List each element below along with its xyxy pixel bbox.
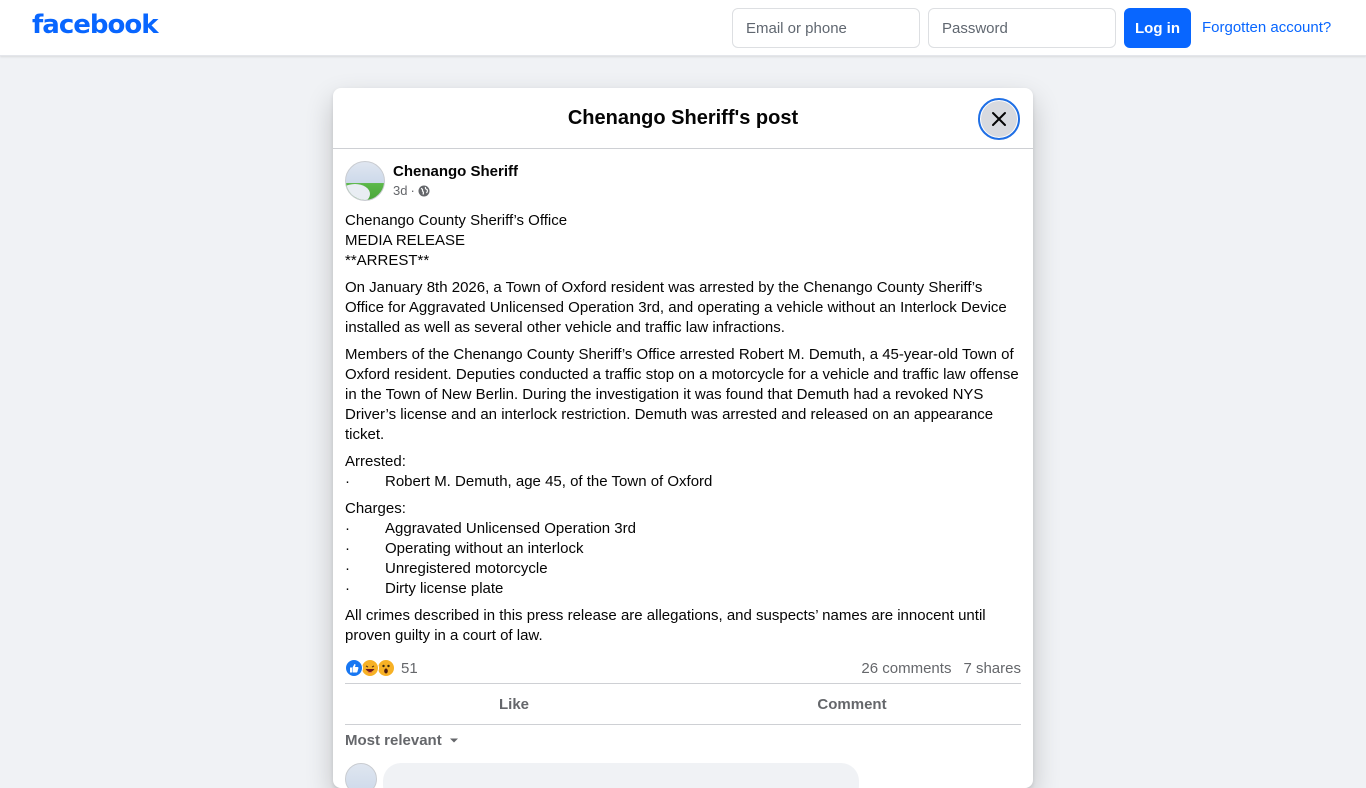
charge-item: · Operating without an interlock <box>345 540 584 557</box>
header-line: MEDIA RELEASE <box>345 232 466 249</box>
haha-reaction-icon <box>361 659 379 677</box>
header-line: **ARREST** <box>345 252 430 269</box>
author-avatar[interactable] <box>345 161 385 201</box>
top-navigation-bar <box>0 0 1366 56</box>
close-icon <box>991 111 1007 127</box>
meta-separator: · <box>410 183 415 198</box>
caret-down-icon <box>448 734 460 746</box>
post-body <box>345 211 1021 646</box>
post-meta <box>393 183 518 199</box>
like-button[interactable]: Like <box>498 695 529 713</box>
arrested-item: · Robert M. Demuth, age 45, of the Town of Oxford <box>345 473 713 490</box>
paragraph-details: Members of the Chenango County Sheriff’s Office arrested Robert M. Demuth, a 45-year-old Town of Oxford resident. Deputies conducted a traffic stop on a motorcycle for a vehicle and traffic law offense in the Town of New Berlin. During the investigation it was found that Demuth had a revoked NYS Driver’s license and an interlock restriction. Demuth was arrested and released on an appearance ticket. <box>345 346 1019 443</box>
reactions-summary[interactable] <box>345 659 418 677</box>
post-stats <box>345 653 1021 683</box>
reaction-count: 51 <box>401 659 418 677</box>
charge-item: · Dirty license plate <box>345 580 504 597</box>
header-line: Chenango County Sheriff’s Office <box>345 212 568 229</box>
dialog-header <box>333 88 1033 149</box>
comment <box>345 763 1021 788</box>
comments-count[interactable]: 26 comments <box>861 659 952 677</box>
charge-item: · Unregistered motorcycle <box>345 560 548 577</box>
login-button[interactable]: Log in <box>1124 8 1191 48</box>
disclaimer: All crimes described in this press release are allegations, and suspects’ names are innocent until proven guilty in a court of law. <box>345 607 986 644</box>
post-time[interactable]: 3d <box>393 183 408 198</box>
like-reaction-icon <box>345 659 363 677</box>
shares-count[interactable]: 7 shares <box>963 659 1021 677</box>
charges-label: Charges: <box>345 500 406 517</box>
email-input[interactable] <box>732 8 920 48</box>
comment-sort-dropdown[interactable] <box>345 725 1021 755</box>
post-dialog <box>333 88 1033 788</box>
comment-bubble <box>383 763 859 788</box>
post <box>333 149 1033 788</box>
comment-button[interactable]: Comment <box>817 695 887 713</box>
password-input[interactable] <box>928 8 1116 48</box>
dialog-title: Chenango Sheriff's post <box>567 107 799 129</box>
author-name[interactable]: Chenango Sheriff <box>393 163 519 180</box>
wow-reaction-icon <box>377 659 395 677</box>
commenter-avatar[interactable] <box>345 763 377 788</box>
facebook-logo[interactable]: facebook <box>32 10 158 40</box>
arrested-label: Arrested: <box>345 453 406 470</box>
globe-icon <box>418 185 430 197</box>
post-header <box>345 161 1021 203</box>
post-actions <box>345 684 1021 724</box>
sort-label: Most relevant <box>345 731 442 749</box>
paragraph-summary: On January 8th 2026, a Town of Oxford resident was arrested by the Chenango County Sheriff’s Office for Aggravated Unlicensed Operation 3rd, and operating a vehicle without an Interlock Device installed as well as several other vehicle and traffic law infractions. <box>345 279 1007 336</box>
close-button[interactable] <box>978 98 1020 140</box>
charge-item: · Aggravated Unlicensed Operation 3rd <box>345 520 636 537</box>
forgotten-account-link[interactable]: Forgotten account? <box>1202 19 1332 36</box>
